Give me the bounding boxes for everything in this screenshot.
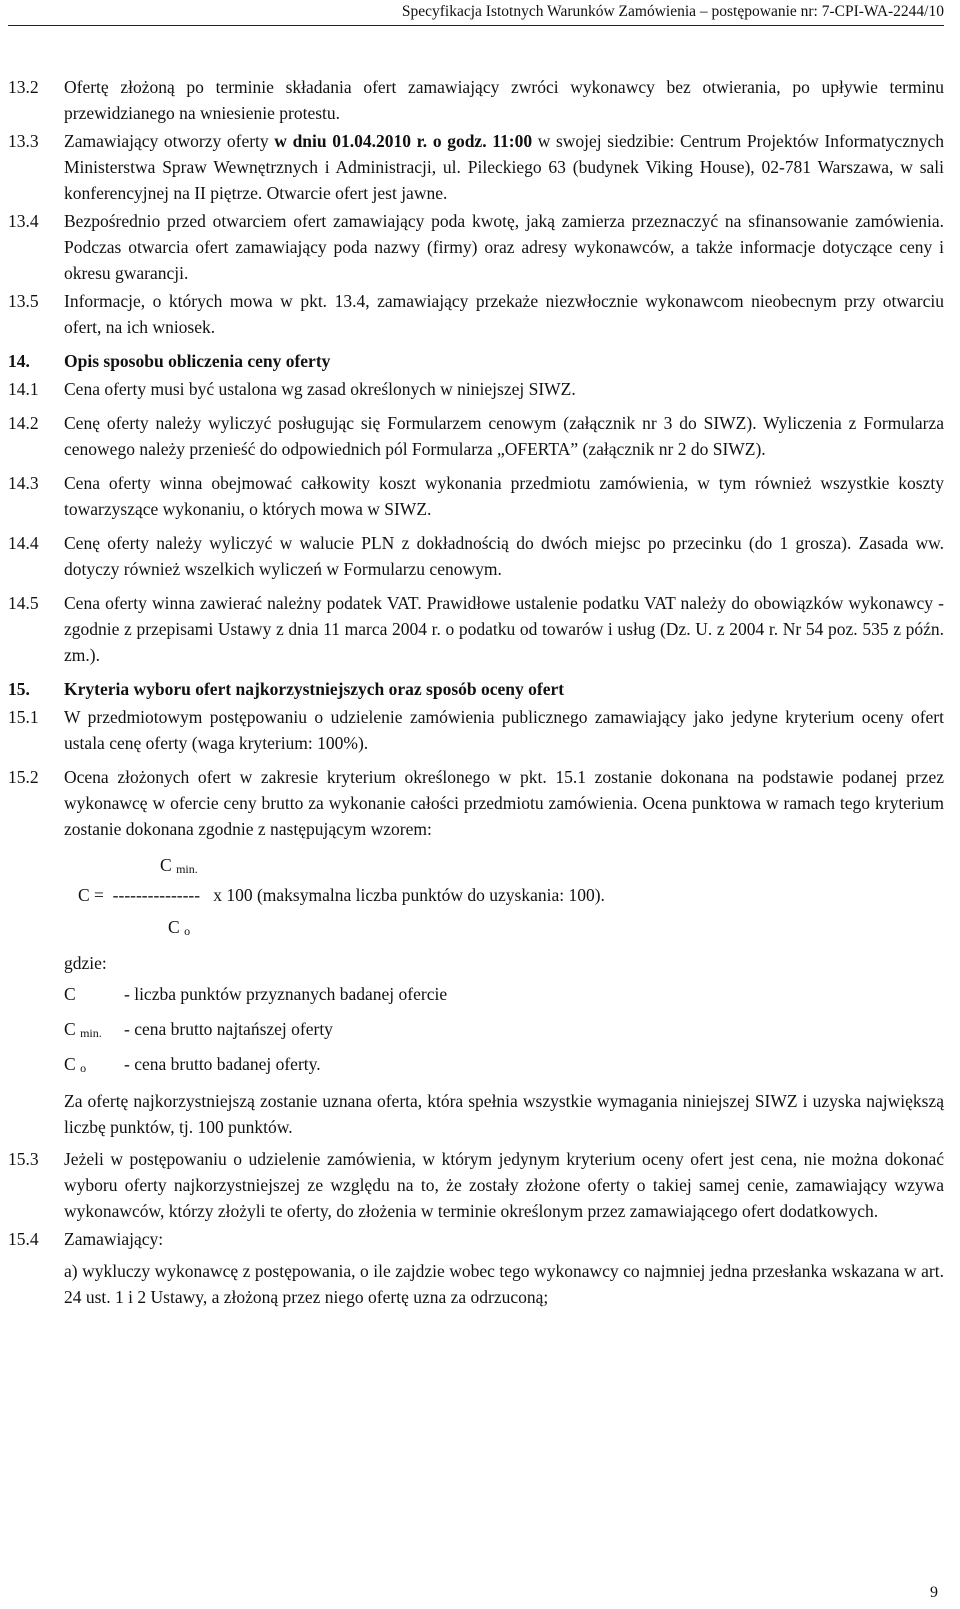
formula-subscript: min. (176, 862, 198, 876)
section-number: 14.2 (8, 413, 39, 433)
legend-symbol: C (64, 1054, 76, 1074)
formula-symbol: C (160, 855, 172, 875)
section-14-4 (8, 530, 944, 582)
section-number: 15.2 (8, 767, 39, 787)
section-14-2 (8, 410, 944, 462)
section-13-2 (8, 74, 944, 126)
section-14-heading (8, 348, 944, 374)
section-15-4 (8, 1226, 944, 1252)
legend-row (64, 979, 944, 1014)
section-text: Cena oferty winna obejmować całkowity koszt wykonania przedmiotu zamówienia, w tym również wszystkie koszty towarzyszące wykonaniu, o których mowa w SIWZ. (64, 473, 944, 519)
page-number: 9 (930, 1584, 938, 1601)
text-run: Zamawiający otworzy oferty (64, 131, 275, 151)
legend-description: - cena brutto najtańszej oferty (124, 1019, 333, 1039)
section-text: Informacje, o których mowa w pkt. 13.4, zamawiający przekaże niezwłocznie wykonawcom nieobecnym przy otwarciu ofert, na ich wniosek. (64, 291, 944, 337)
section-14-3 (8, 470, 944, 522)
section-14-5 (8, 590, 944, 668)
section-number: 13.4 (8, 211, 39, 231)
subitem-a: a) wykluczy wykonawcę z postępowania, o ile zajdzie wobec tego wykonawcy co najmniej jedna przesłanka wskazana w art. 24 ust. 1 i 2 Ustawy, a złożoną przez niego ofertę uzna za odrzuconą; (64, 1261, 944, 1307)
legend-subscript: min. (80, 1026, 102, 1040)
legend-symbol: C (64, 984, 76, 1004)
winning-offer-note: Za ofertę najkorzystniejszą zostanie uznana oferta, która spełnia wszystkie wymagania niniejszej SIWZ i uzyska największą liczbę punktów, tj. 100 punktów. (64, 1091, 944, 1137)
formula-legend (64, 948, 944, 1084)
section-text (64, 128, 944, 206)
section-text: Zamawiający: (64, 1229, 164, 1249)
section-number: 14.1 (8, 379, 39, 399)
formula-numerator (160, 852, 198, 882)
section-number: 15.3 (8, 1149, 39, 1169)
score-formula (64, 844, 944, 948)
legend-key (64, 1014, 124, 1049)
legend-description: - cena brutto badanej oferty. (124, 1054, 321, 1074)
section-number: 14. (8, 351, 30, 371)
opening-date: w dniu 01.04.2010 r. o godz. 11:00 (274, 131, 533, 151)
header-divider (8, 25, 944, 26)
section-15-1 (8, 704, 944, 756)
section-14-1 (8, 376, 944, 402)
section-15-3 (8, 1146, 944, 1224)
section-text: Ofertę złożoną po terminie składania ofert zamawiający zwróci wykonawcy bez otwierania, po upływie terminu przewidzianego na wniesienie protestu. (64, 77, 944, 123)
section-text: Ocena złożonych ofert w zakresie kryterium określonego w pkt. 15.1 zostanie dokonana na podstawie podanej przez wykonawcę w ofercie ceny brutto za wykonanie całości przedmiotu zamówienia. Ocena punktowa w ramach tego kryterium zostanie dokonana zgodnie z następującym wzorem: (64, 767, 944, 839)
legend-symbol: C (64, 1019, 76, 1039)
section-number: 13.3 (8, 131, 39, 151)
section-heading: Opis sposobu obliczenia ceny oferty (64, 351, 331, 371)
section-text: Bezpośrednio przed otwarciem ofert zamawiający poda kwotę, jaką zamierza przeznaczyć na sfinansowanie zamówienia. Podczas otwarcia ofert zamawiający poda nazwy (firmy) oraz adresy wykonawców, a także informacje dotyczące ceny i okresu gwarancji. (64, 211, 944, 283)
section-13-3 (8, 128, 944, 206)
formula-main-line: C = --------------- x 100 (maksymalna liczba punktów do uzyskania: 100). (78, 885, 605, 905)
legend-key (64, 1049, 124, 1084)
section-15-2 (8, 764, 944, 842)
section-text: Jeżeli w postępowaniu o udzielenie zamówienia, w którym jedynym kryterium oceny ofert jest cena, nie można dokonać wyboru oferty najkorzystniejszej ze względu na to, że zostały złożone oferty o takiej samej cenie, zamawiający wzywa wykonawców, którzy złożyli te oferty, do złożenia w terminie określonym przez zamawiającego ofert dodatkowych. (64, 1149, 944, 1221)
formula-symbol: C (168, 917, 180, 937)
section-13-4 (8, 208, 944, 286)
section-15-heading (8, 676, 944, 702)
section-text: Cenę oferty należy wyliczyć posługując się Formularzem cenowym (załącznik nr 3 do SIWZ). Wyliczenia z Formularza cenowego należy przenieść do odpowiednich pól Formularza „OFERTA” (załącznik nr 2 do SIWZ). (64, 413, 944, 459)
section-text: Cenę oferty należy wyliczyć w walucie PLN z dokładnością do dwóch miejsc po przecinku (do 1 grosza). Zasada ww. dotyczy również wszelkich wyliczeń w Formularzu cenowym. (64, 533, 944, 579)
section-number: 13.2 (8, 77, 39, 97)
section-13-5 (8, 288, 944, 340)
document-body (8, 74, 944, 1310)
document-header: Specyfikacja Istotnych Warunków Zamówienia – postępowanie nr: 7-CPI-WA-2244/10 (401, 3, 944, 20)
section-number: 15. (8, 679, 30, 699)
formula-subscript: o (184, 924, 191, 938)
section-number: 14.4 (8, 533, 39, 553)
legend-label: gdzie: (64, 953, 107, 973)
section-number: 14.3 (8, 473, 39, 493)
formula-denominator (168, 914, 190, 944)
section-text: W przedmiotowym postępowaniu o udzielenie zamówienia publicznego zamawiający jako jedyne kryterium oceny ofert ustala cenę oferty (waga kryterium: 100%). (64, 707, 944, 753)
section-number: 14.5 (8, 593, 39, 613)
section-text: Cena oferty winna zawierać należny podatek VAT. Prawidłowe ustalenie podatku VAT należy do obowiązków wykonawcy - zgodnie z przepisami Ustawy z dnia 11 marca 2004 r. o podatku od towarów i usług (Dz. U. z 2004 r. Nr 54 poz. 535 z późn. zm.). (64, 593, 944, 665)
legend-label-row (64, 948, 944, 979)
legend-key (64, 979, 124, 1014)
section-heading: Kryteria wyboru ofert najkorzystniejszych oraz sposób oceny ofert (64, 679, 565, 699)
legend-subscript: o (80, 1061, 87, 1075)
section-text: Cena oferty musi być ustalona wg zasad określonych w niniejszej SIWZ. (64, 379, 576, 399)
legend-row (64, 1049, 944, 1084)
section-number: 15.1 (8, 707, 39, 727)
text-run: w swojej siedzibie: Centrum Projektów Informatycznych Ministerstwa Spraw Wewnętrznych i Administracji, ul. Pileckiego 63 (budynek Viking House), 02-781 Warszawa, w sali konferencyjnej na II piętrze. Otwarcie ofert jest jawne. (64, 131, 944, 203)
section-number: 13.5 (8, 291, 39, 311)
legend-row (64, 1014, 944, 1049)
legend-description: - liczba punktów przyznanych badanej ofercie (124, 984, 448, 1004)
section-number: 15.4 (8, 1229, 39, 1249)
